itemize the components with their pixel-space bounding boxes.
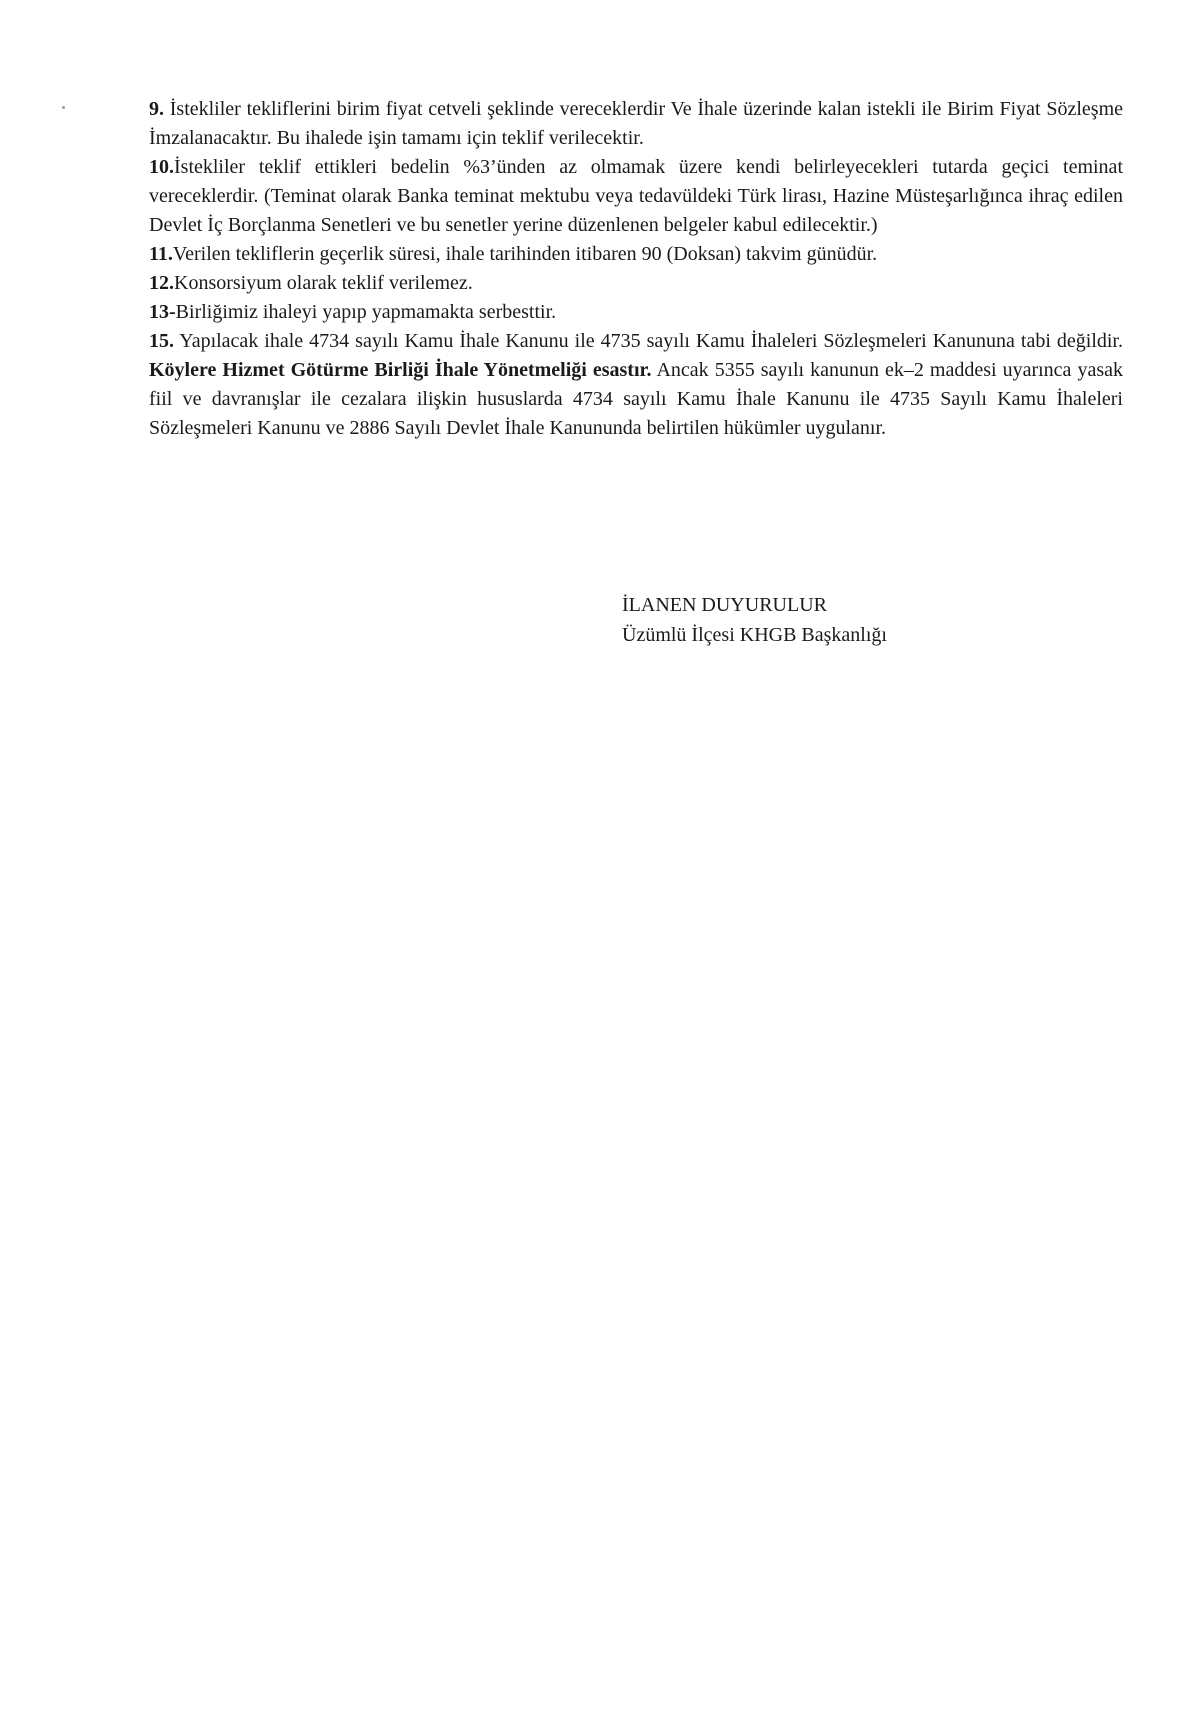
clause-number: 12. bbox=[149, 272, 174, 294]
clause-number: 10. bbox=[149, 156, 174, 178]
announcement-body bbox=[149, 95, 1123, 443]
clause-text: İstekliler tekliflerini birim fiyat cetveli şeklinde vereceklerdir Ve İhale üzerinde kalan istekli ile Birim Fiyat Sözleşme İmzalanacaktır. Bu ihalede işin tamamı için teklif verilecektir. bbox=[149, 98, 1123, 149]
announcement-closing: İLANEN DUYURULUR bbox=[622, 594, 827, 616]
clause-9 bbox=[149, 95, 1123, 153]
clause-text: İstekliler teklif ettikleri bedelin %3’ünden az olmamak üzere kendi belirleyecekleri tutarda geçici teminat vereceklerdir. (Teminat olarak Banka teminat mektubu veya tedavüldeki Türk lirası, Hazine Müsteşarlığınca ihraç edilen Devlet İç Borçlanma Senetleri ve bu senetler yerine düzenlenen belgeler kabul edilecektir.) bbox=[149, 156, 1123, 236]
clause-number: 9. bbox=[149, 98, 164, 120]
clause-number: 15. bbox=[149, 330, 174, 352]
issuing-authority: Üzümlü İlçesi KHGB Başkanlığı bbox=[622, 624, 887, 646]
signature-block bbox=[622, 590, 887, 650]
clause-11 bbox=[149, 240, 1123, 269]
clause-text: Ancak 5355 sayılı kanunun ek–2 maddesi uyarınca yasak fiil ve davranışlar ile cezalara ilişkin hususlarda 4734 sayılı Kamu İhale Kanunu ile 4735 Sayılı Kamu İhaleleri Sözleşmeleri Kanunu ve 2886 Sayılı Devlet İhale Kanununda belirtilen hükümler uygulanır. bbox=[149, 359, 1123, 439]
clause-text: Konsorsiyum olarak teklif verilemez. bbox=[174, 272, 473, 294]
clause-text: Verilen tekliflerin geçerlik süresi, ihale tarihinden itibaren 90 (Doksan) takvim günüdür. bbox=[172, 243, 878, 265]
clause-number: 11. bbox=[149, 243, 173, 265]
clause-text: Yapılacak ihale 4734 sayılı Kamu İhale Kanunu ile 4735 sayılı Kamu İhaleleri Sözleşmeleri Kanununa tabi değildir. bbox=[174, 330, 1123, 352]
clause-text: Birliğimiz ihaleyi yapıp yapmamakta serbesttir. bbox=[175, 301, 557, 323]
clause-number: 13- bbox=[149, 301, 176, 323]
clause-10 bbox=[149, 153, 1123, 240]
clause-text-bold: Köylere Hizmet Götürme Birliği İhale Yönetmeliği esastır. bbox=[149, 359, 652, 381]
scan-artifact-dot bbox=[62, 106, 65, 109]
clause-15 bbox=[149, 327, 1123, 443]
clause-13 bbox=[149, 298, 1123, 327]
clause-12 bbox=[149, 269, 1123, 298]
